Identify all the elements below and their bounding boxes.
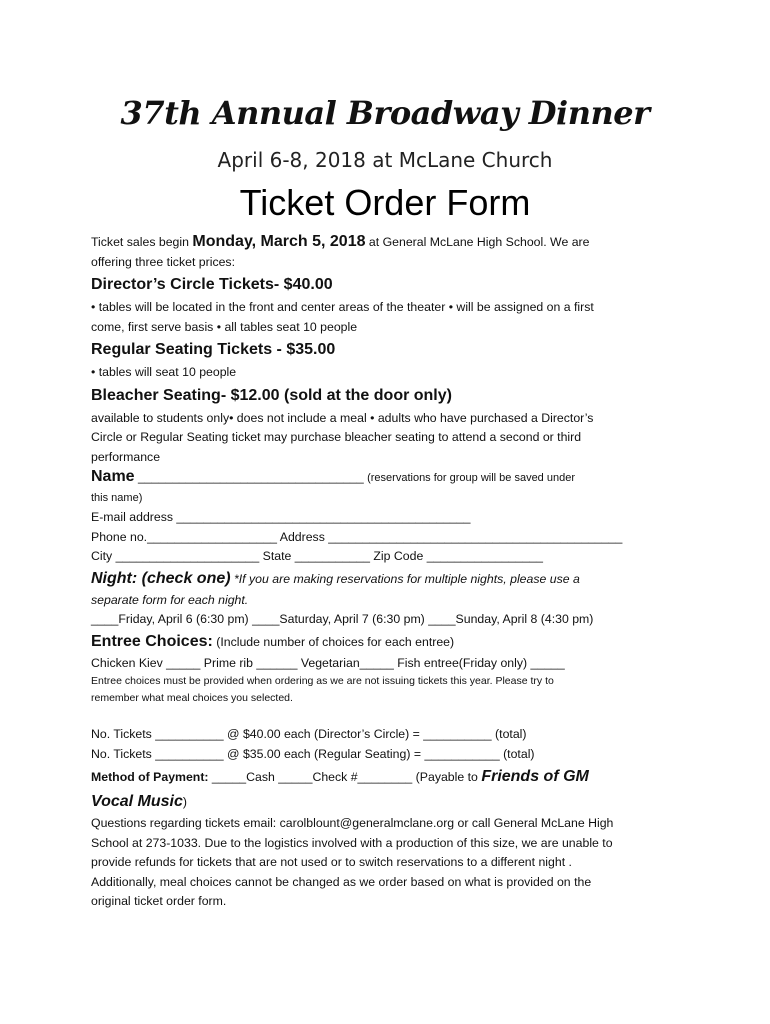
regular-ticket-count-line[interactable]: No. Tickets __________ @ $35.00 each (Regular Seating) = ___________ (total) — [91, 746, 535, 761]
night-note: *If you are making reservations for multiple nights, please use a — [230, 571, 580, 586]
footer-note-5: original ticket order form. — [91, 894, 227, 908]
directors-circle-heading: Director’s Circle Tickets- $40.00 — [91, 276, 333, 293]
entree-options[interactable]: Chicken Kiev _____ Prime rib ______ Vegetarian_____ Fish entree(Friday only) _____ — [91, 655, 565, 670]
regular-seating-details: • tables will seat 10 people — [91, 365, 237, 379]
footer-note: Questions regarding tickets email: carolblount@generalmclane.org or call General McLane High — [91, 816, 614, 830]
night-note-2: separate form for each night. — [91, 592, 249, 607]
name-note-2: this name) — [91, 491, 143, 504]
event-title: 37th Annual Broadway Dinner — [120, 94, 650, 132]
payee-name: Friends of GM — [481, 768, 589, 785]
night-label: Night: (check one) — [91, 569, 231, 587]
footer-note-4: Additionally, meal choices cannot be changed as we order based on what is provided on the — [91, 874, 592, 889]
payment-options[interactable]: _____Cash _____Check #________ (Payable to — [208, 770, 482, 784]
bleacher-seating-details-2: Circle or Regular Seating ticket may purchase bleacher seating to attend a second or third — [91, 430, 582, 444]
bleacher-seating-heading: Bleacher Seating- $12.00 (sold at the door only) — [91, 386, 452, 404]
intro-line: Ticket sales begin Monday, March 5, 2018 at General McLane High School. We are — [91, 233, 590, 250]
event-date-location: April 6-8, 2018 at McLane Church — [217, 148, 553, 172]
form-body — [91, 232, 691, 912]
name-field[interactable] — [91, 467, 691, 489]
form-title: Ticket Order Form — [239, 182, 531, 223]
regular-seating-heading: Regular Seating Tickets - $35.00 — [91, 341, 336, 358]
name-note: (reservations for group will be saved under — [367, 472, 575, 484]
entree-instructions: Entree choices must be provided when ordering as we are not issuing tickets this year. Please try to — [91, 675, 554, 687]
name-label: Name — [91, 468, 135, 485]
email-field[interactable]: E-mail address ___________________________________________ — [91, 510, 471, 524]
directors-ticket-count-line[interactable]: No. Tickets __________ @ $40.00 each (Director’s Circle) = __________ (total) — [91, 727, 527, 741]
footer-note-3: provide refunds for tickets that are not used or to switch reservations to a different night . — [91, 855, 572, 869]
directors-circle-details-2: come, first serve basis • all tables seat 10 people — [91, 319, 358, 334]
directors-circle-details: • tables will be located in the front and center areas of the theater • will be assigned on a first — [91, 300, 594, 314]
city-state-zip-field[interactable]: City _____________________ State ___________ Zip Code _________________ — [91, 549, 543, 563]
phone-address-field[interactable]: Phone no.___________________ Address ___________________________________________ — [91, 529, 623, 544]
bleacher-seating-details-3: performance — [91, 449, 161, 464]
entree-note: (Include number of choices for each entree) — [212, 634, 455, 649]
payee-name-2: Vocal Music) — [91, 793, 187, 810]
entree-label: Entree Choices: — [91, 632, 213, 650]
intro-line-2: offering three ticket prices: — [91, 254, 235, 269]
night-options[interactable]: ____Friday, April 6 (6:30 pm) ____Saturday, April 7 (6:30 pm) ____Sunday, April 8 (4:30 pm) — [91, 612, 594, 626]
entree-choices — [91, 630, 691, 654]
entree-instructions-2: remember what meal choices you selected. — [91, 692, 293, 704]
footer-note-2: School at 273-1033. Due to the logistics involved with a production of this size, we are unable to — [91, 835, 613, 850]
sales-start-date: Monday, March 5, 2018 — [192, 233, 366, 250]
name-blank[interactable]: _________________________________ — [134, 470, 368, 484]
night-selection — [91, 567, 691, 591]
payment-label: Method of Payment: — [91, 770, 209, 784]
bleacher-seating-details: available to students only• does not include a meal • adults who have purchased a Director’s — [91, 410, 594, 425]
payment-method[interactable] — [91, 764, 691, 790]
